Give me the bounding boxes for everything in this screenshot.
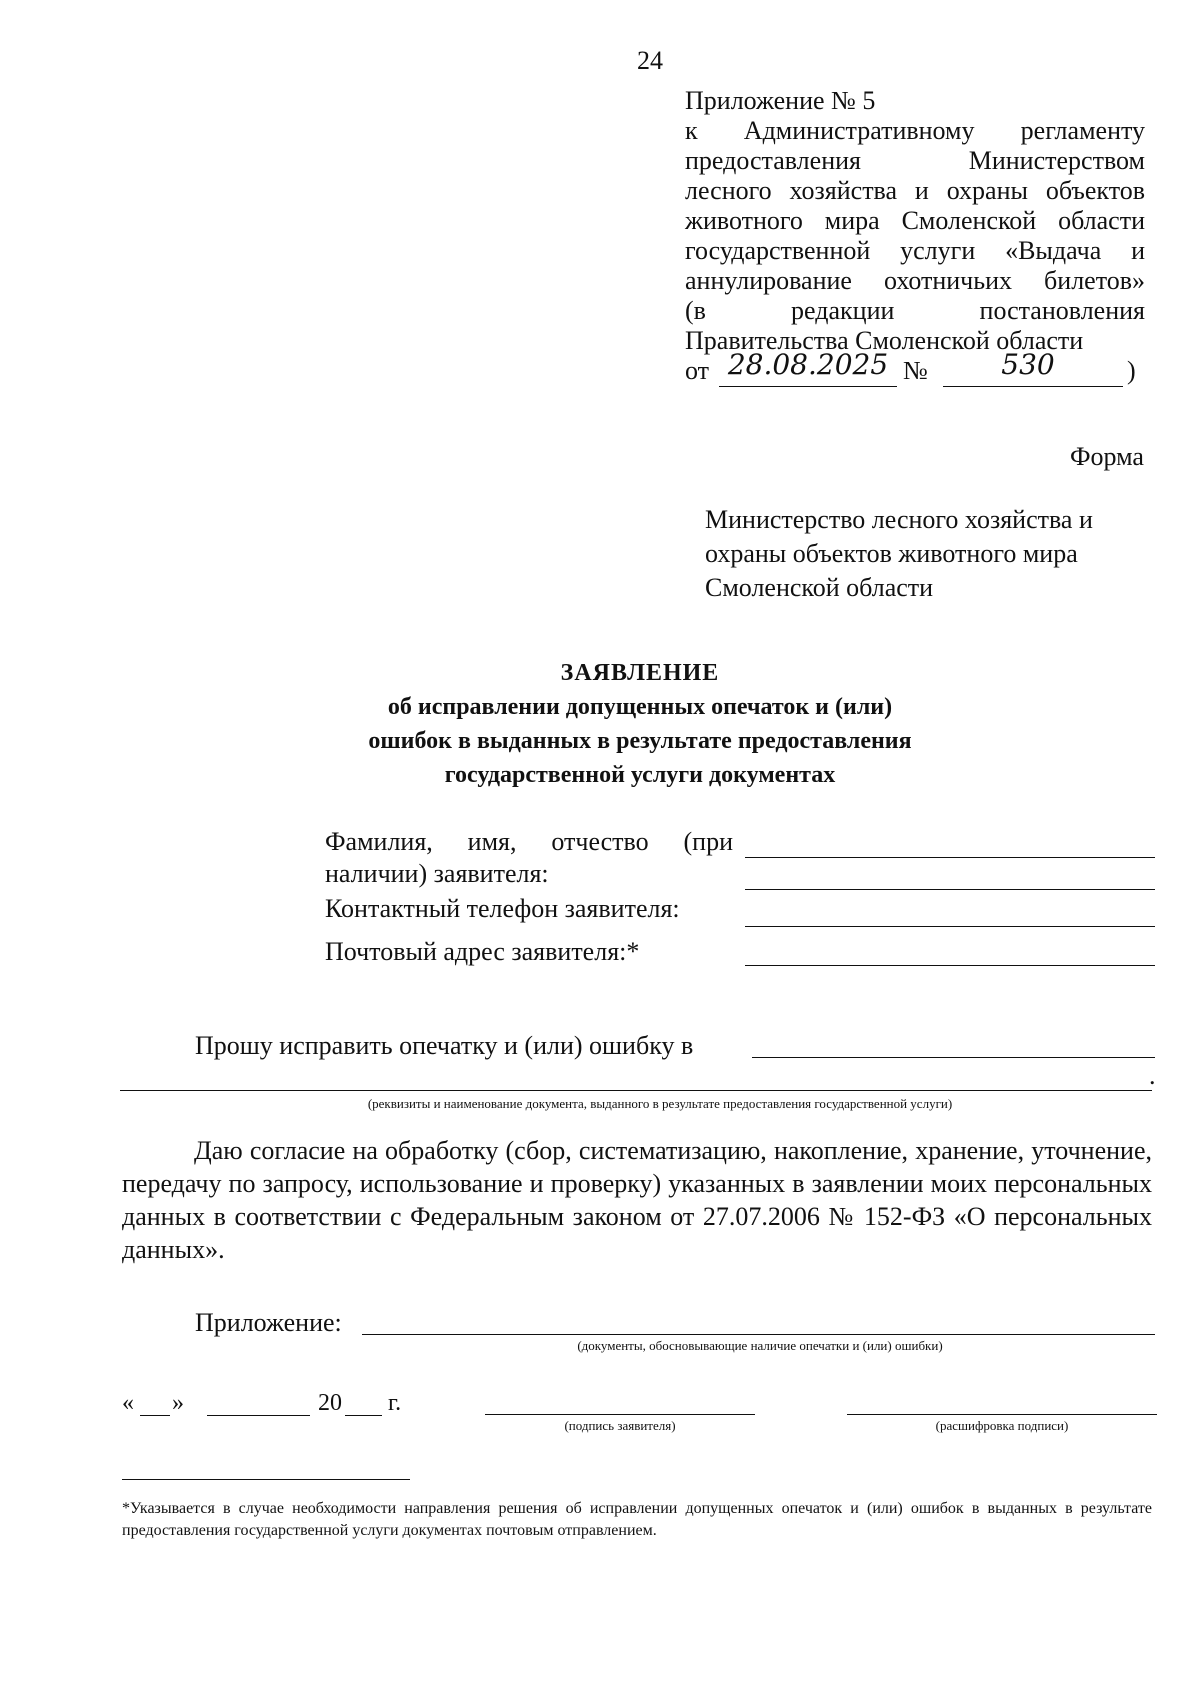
fio-label-line1: Фамилия, имя, отчество (при	[325, 827, 733, 856]
attachment-label: Приложение:	[195, 1308, 342, 1337]
handwritten-date: 28.08.2025	[727, 348, 889, 381]
signature-caption: (подпись заявителя)	[564, 1418, 676, 1433]
annex-line: Правительства Смоленской области	[685, 326, 1084, 355]
decoding-caption: (расшифровка подписи)	[935, 1418, 1069, 1433]
form-label: Форма	[1070, 442, 1144, 471]
fio-input-line-2[interactable]	[745, 889, 1155, 890]
annex-header	[685, 86, 1145, 390]
day-input-line[interactable]	[140, 1415, 170, 1416]
request-caption: (реквизиты и наименование документа, выданного в результате предоставления государственной услуги)	[367, 1096, 953, 1111]
year-prefix: 20	[318, 1390, 342, 1416]
year-input-line[interactable]	[345, 1415, 382, 1416]
footnote-separator	[122, 1479, 410, 1480]
from-label: от	[685, 356, 710, 385]
handwritten-number: 530	[1001, 348, 1055, 381]
attachment-input-line[interactable]	[362, 1334, 1155, 1335]
annex-title: Приложение № 5	[685, 86, 876, 115]
annex-line: государственной услуги «Выдача и	[685, 236, 1145, 265]
recipient-line: Смоленской области	[705, 573, 934, 602]
fio-label-line2: наличии) заявителя:	[325, 859, 549, 888]
document-title	[290, 656, 990, 792]
decoding-input-line[interactable]	[847, 1414, 1157, 1415]
annex-line: лесного хозяйства и охраны объектов	[685, 176, 1145, 205]
request-trailing-dot: .	[1149, 1061, 1156, 1090]
annex-line: (в редакции постановления	[685, 296, 1145, 325]
annex-line: к Административному регламенту	[685, 116, 1145, 145]
attachment-caption: (документы, обосновывающие наличие опечатки и (или) ошибки)	[577, 1338, 943, 1353]
date-close-quote: »	[172, 1390, 184, 1416]
recipient-line: Министерство лесного хозяйства и	[705, 505, 1093, 534]
fio-input-line[interactable]	[745, 857, 1155, 858]
signature-input-line[interactable]	[485, 1414, 755, 1415]
annex-line: аннулирование охотничьих билетов»	[685, 266, 1145, 295]
closing-paren: )	[1127, 356, 1136, 385]
document-details-line[interactable]	[120, 1090, 1152, 1091]
title-line: об исправлении допущенных опечаток и (или)	[387, 694, 893, 720]
address-label: Почтовый адрес заявителя:*	[325, 937, 640, 966]
footnote: *Указывается в случае необходимости направления решения об исправлении допущенных опечаток и (или) ошибок в выданных в результате предоставления государственной услуги документах почтовым отправлением.	[122, 1500, 1152, 1539]
phone-input-line[interactable]	[745, 926, 1155, 927]
request-input-line[interactable]	[752, 1057, 1155, 1058]
number-label: №	[903, 356, 928, 385]
page-number: 24	[637, 46, 663, 75]
date-open-quote: «	[122, 1390, 134, 1416]
request-text: Прошу исправить опечатку и (или) ошибку в	[195, 1031, 694, 1060]
annex-date-number-row	[685, 348, 1145, 390]
annex-line: предоставления Министерством	[685, 146, 1145, 175]
address-input-line[interactable]	[745, 965, 1155, 966]
number-underline	[943, 386, 1123, 387]
phone-label: Контактный телефон заявителя:	[325, 894, 680, 923]
recipient-block	[705, 503, 1093, 605]
annex-line: животного мира Смоленской области	[685, 206, 1145, 235]
month-input-line[interactable]	[207, 1415, 310, 1416]
title-line: ошибок в выданных в результате предоставления	[368, 728, 912, 754]
recipient-line: охраны объектов животного мира	[705, 539, 1078, 568]
year-suffix: г.	[388, 1390, 402, 1416]
date-underline	[719, 386, 897, 387]
consent-paragraph: Даю согласие на обработку (сбор, систематизацию, накопление, хранение, уточнение, передачу по запросу, использование и проверку) указанных в заявлении моих персональных данных в соответствии с Федеральным законом от 27.07.2006 № 152-ФЗ «О персональных данных».	[122, 1136, 1152, 1264]
title-line: государственной услуги документах	[444, 762, 836, 788]
title-main: ЗАЯВЛЕНИЕ	[560, 660, 720, 686]
